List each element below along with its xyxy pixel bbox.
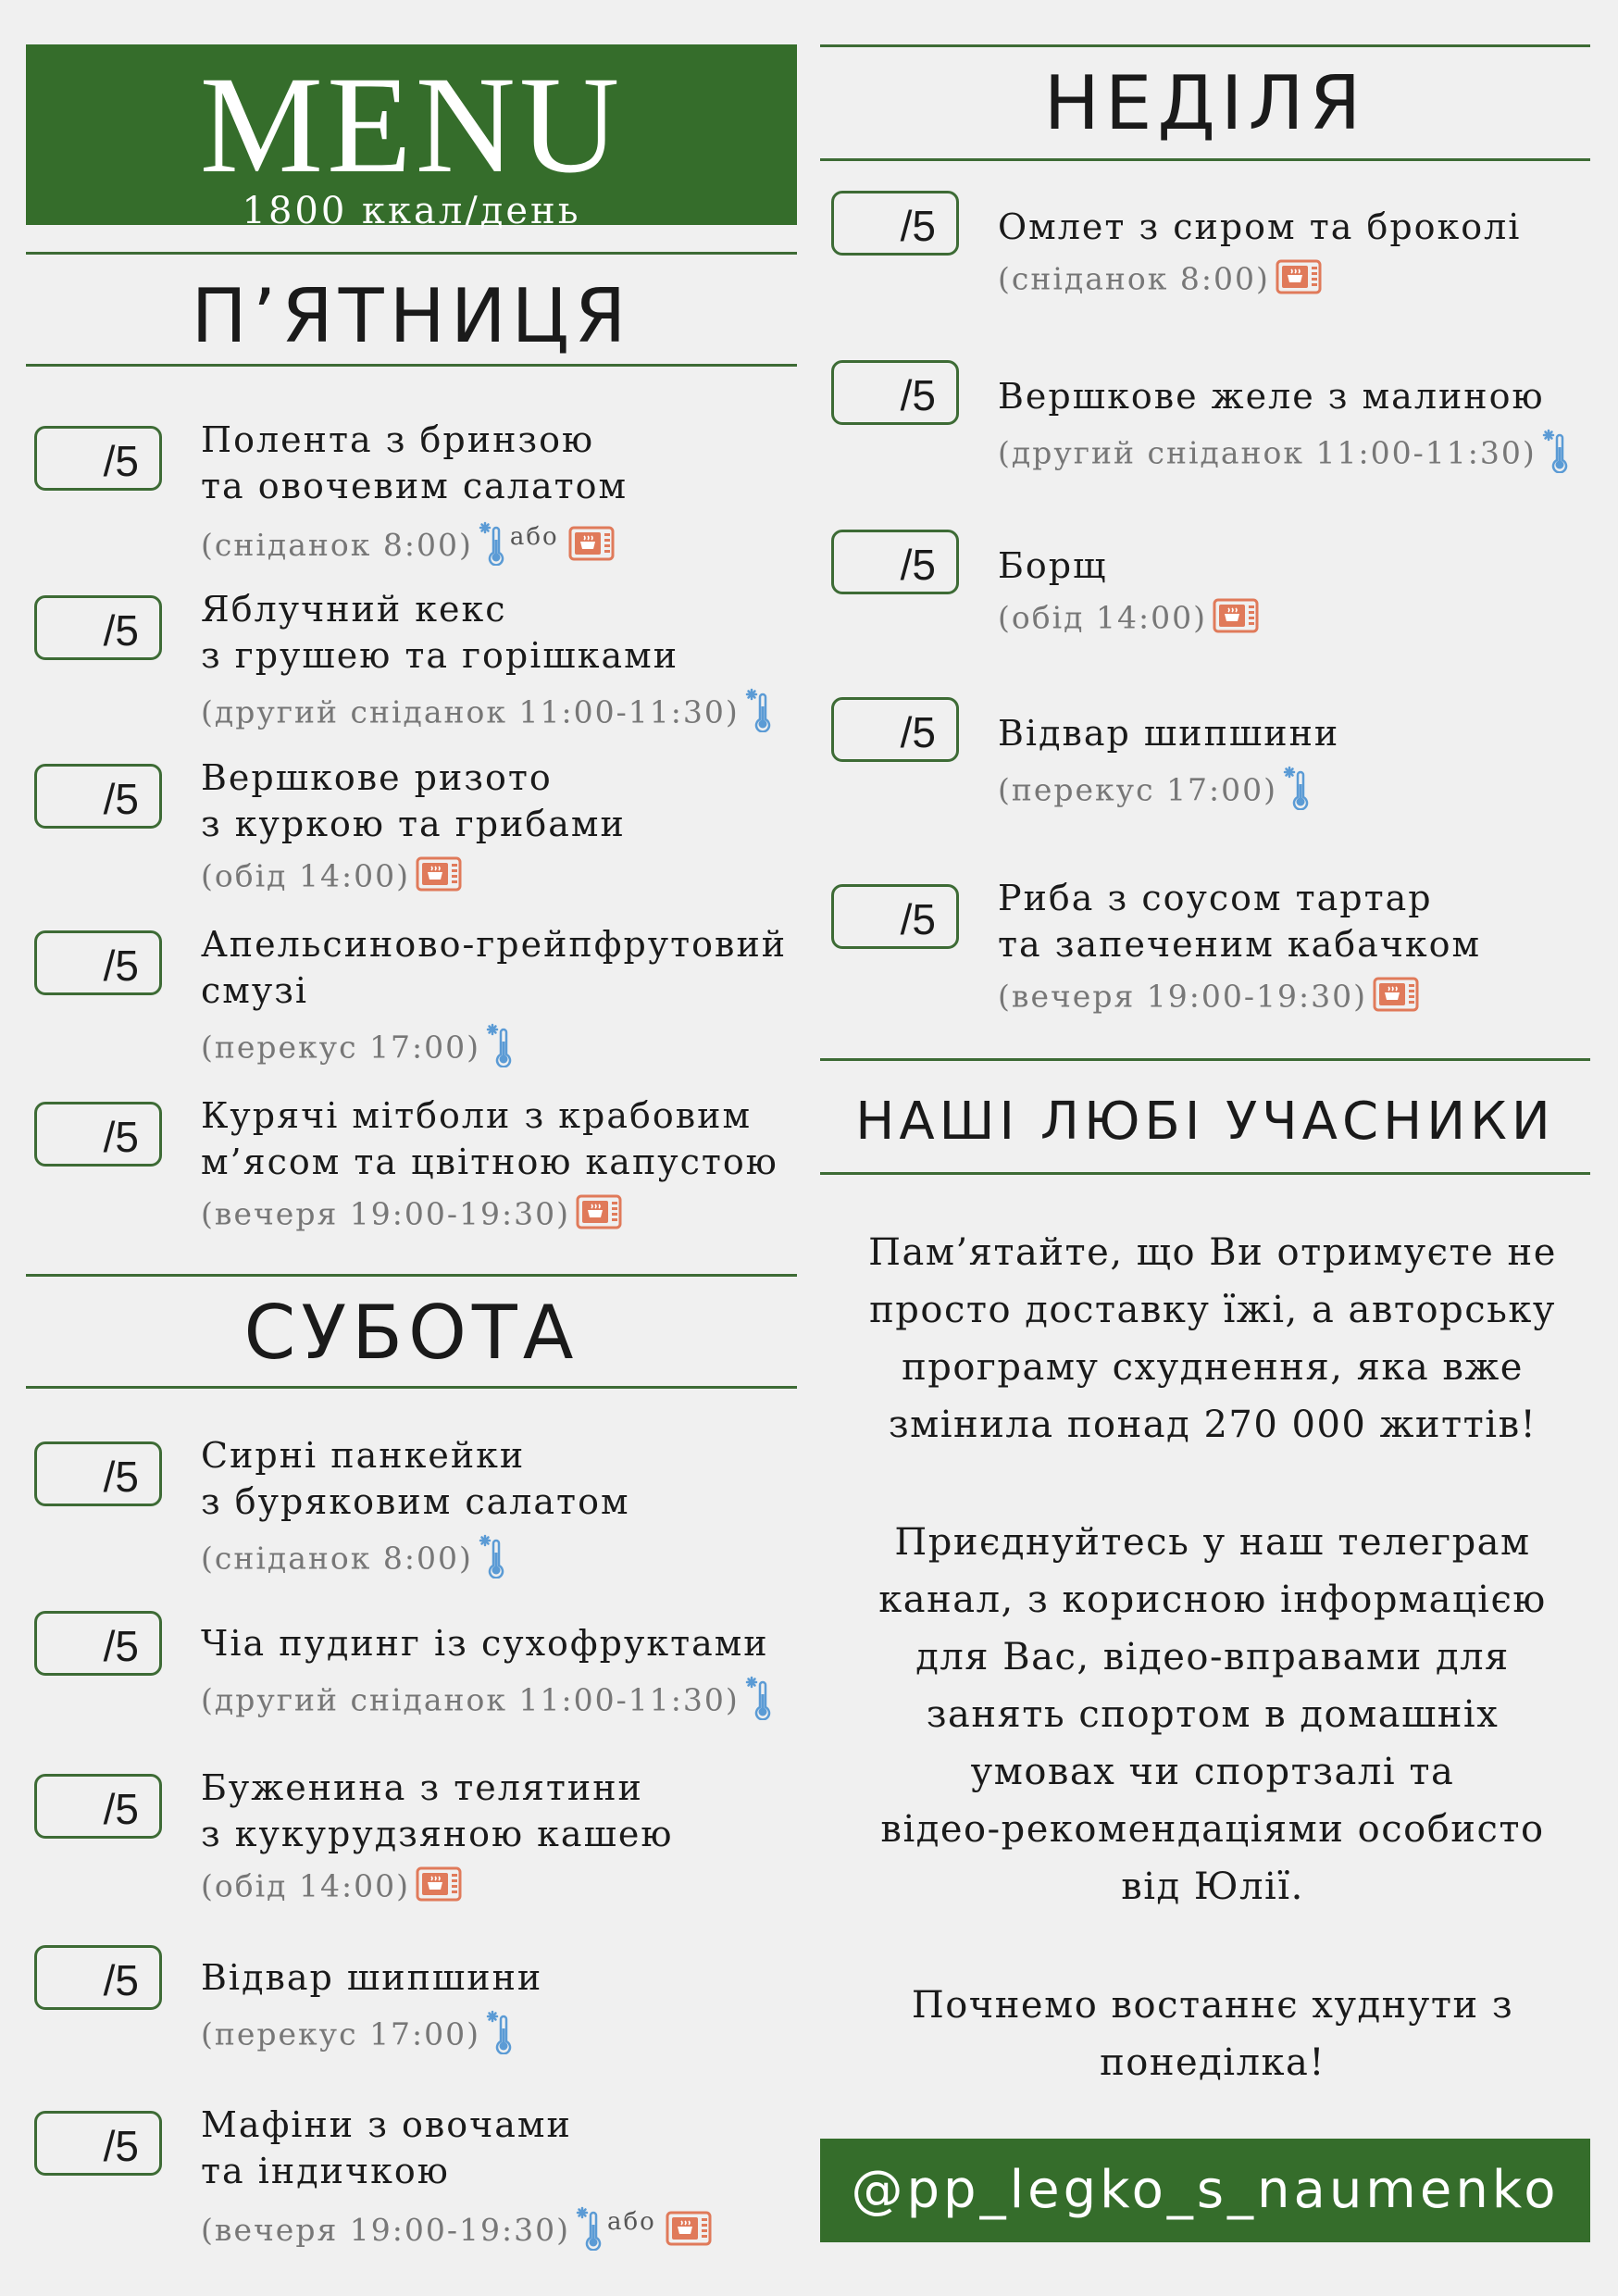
meal-name: Вершкове желе з малиною — [998, 376, 1545, 417]
rating-box[interactable]: /5 — [34, 1441, 162, 1506]
divider — [820, 1172, 1590, 1175]
meal-time: (перекус 17:00) — [201, 2010, 514, 2063]
meal-time: (другий сніданок 11:00-11:30) — [201, 688, 773, 741]
microwave-icon — [568, 526, 615, 569]
meal-time: (другий сніданок 11:00-11:30) — [201, 1676, 773, 1728]
meal-time: (вечеря 19:00-19:30) — [998, 977, 1419, 1020]
meal-time: (вечеря 19:00-19:30) — [201, 1194, 622, 1238]
info-paragraph-1: Пам’ятайте, що Ви отримуєте не просто доставку їжі, а авторську програму схуднення, яка вже змінила понад 270 000 життів! — [868, 1231, 1557, 1446]
meal-name: з куркою та грибами — [201, 804, 626, 844]
meal-name: Буженина з телятини — [201, 1767, 643, 1808]
rating-box[interactable]: /5 — [831, 884, 959, 949]
meal-name: та овочевим салатом — [201, 466, 629, 506]
meal-time: (другий сніданок 11:00-11:30) — [998, 429, 1570, 481]
divider — [820, 1058, 1590, 1061]
microwave-icon — [1213, 598, 1259, 642]
meal-time: (сніданок 8:00) — [201, 1534, 506, 1587]
meal-name: Вершкове ризото — [201, 757, 553, 798]
menu-title: MENU — [199, 48, 624, 202]
fridge-icon — [486, 1023, 514, 1076]
fridge-icon — [745, 688, 773, 741]
rating-box[interactable]: /5 — [34, 2111, 162, 2176]
microwave-icon — [576, 1194, 622, 1238]
fridge-icon — [1542, 429, 1570, 481]
meal-time: (обід 14:00) — [201, 1866, 462, 1910]
meal-name: Омлет з сиром та броколі — [998, 206, 1522, 247]
rating-box[interactable]: /5 — [831, 360, 959, 425]
info-paragraph-3: Почнемо востаннє худнути з понеділка! — [911, 1984, 1514, 2084]
or-label: або — [509, 523, 559, 551]
meal-name: Курячі мітболи з крабовим — [201, 1095, 753, 1136]
rating-box[interactable]: /5 — [34, 1102, 162, 1167]
rating-box[interactable]: /5 — [831, 697, 959, 762]
meal-name: та запеченим кабачком — [998, 924, 1482, 965]
meal-name: з буряковим салатом — [201, 1481, 630, 1522]
meal-name: м’ясом та цвітною капустою — [201, 1142, 778, 1182]
divider — [26, 1274, 797, 1277]
divider — [26, 252, 797, 255]
fridge-icon — [1283, 766, 1311, 818]
divider — [26, 364, 797, 367]
meal-time: (перекус 17:00) — [998, 766, 1311, 818]
meal-time: (сніданок 8:00) — [998, 259, 1322, 303]
divider — [26, 1386, 797, 1389]
meal-name: Полента з бринзою — [201, 419, 595, 460]
meal-time: (перекус 17:00) — [201, 1023, 514, 1076]
meal-time: (обід 14:00) — [201, 856, 462, 900]
meal-name: з грушею та горішками — [201, 635, 679, 676]
meal-time: (обід 14:00) — [998, 598, 1259, 642]
rating-box[interactable]: /5 — [34, 595, 162, 660]
rating-box[interactable]: /5 — [34, 764, 162, 829]
telegram-handle-link[interactable]: @pp_legko_s_naumenko — [820, 2139, 1590, 2242]
rating-box[interactable]: /5 — [34, 1945, 162, 2010]
microwave-icon — [416, 856, 462, 900]
meal-time: (сніданок 8:00) $^{або}$ — [201, 518, 615, 574]
rating-box[interactable]: /5 — [34, 930, 162, 995]
microwave-icon — [416, 1866, 462, 1910]
meal-name: Відвар шипшини — [201, 1957, 543, 1998]
meal-name: Апельсиново-грейпфрутовий — [201, 924, 788, 965]
fridge-icon — [479, 521, 506, 574]
day-title-friday: П’ЯТНИЦЯ — [191, 273, 632, 359]
divider — [820, 158, 1590, 161]
rating-box[interactable]: /5 — [34, 1774, 162, 1839]
microwave-icon — [666, 2211, 712, 2254]
meal-name: Відвар шипшини — [998, 713, 1340, 754]
rating-box[interactable]: /5 — [34, 1611, 162, 1676]
meal-name: Сирні панкейки — [201, 1435, 526, 1476]
calorie-subtitle: 1800 ккал/день — [242, 190, 581, 232]
or-label: або — [607, 2208, 656, 2236]
fridge-icon — [745, 1676, 773, 1728]
info-paragraph-2: Приєднуйтесь у наш телеграм канал, з корисною інформацією для Вас, відео-вправами для занять спортом в домашніх умовах чи спортзалі та відео-рекомендаціями особисто від Юлії. — [878, 1521, 1547, 1908]
meal-name: смузі — [201, 970, 309, 1011]
meal-name: Борщ — [998, 545, 1108, 586]
fridge-icon — [486, 2010, 514, 2063]
day-title-saturday: СУБОТА — [243, 1290, 579, 1376]
meal-name: Яблучний кекс — [201, 589, 507, 630]
meal-time: (вечеря 19:00-19:30) $^{або}$ — [201, 2203, 712, 2259]
fridge-icon — [479, 1534, 506, 1587]
meal-name: Мафіни з овочами — [201, 2104, 572, 2145]
meal-name: Чіа пудинг із сухофруктами — [201, 1623, 769, 1664]
rating-box[interactable]: /5 — [34, 426, 162, 491]
microwave-icon — [1276, 259, 1322, 303]
menu-header — [26, 44, 797, 232]
meal-name: з кукурудзяною кашею — [201, 1814, 674, 1854]
day-title-sunday: НЕДІЛЯ — [1043, 60, 1367, 146]
rating-box[interactable]: /5 — [831, 530, 959, 594]
fridge-icon — [576, 2206, 604, 2259]
rating-box[interactable]: /5 — [831, 191, 959, 256]
meal-name: та індичкою — [201, 2151, 450, 2191]
members-title: НАШІ ЛЮБІ УЧАСНИКИ — [855, 1092, 1555, 1152]
divider — [820, 44, 1590, 47]
meal-name: Риба з соусом тартар — [998, 878, 1433, 918]
microwave-icon — [1373, 977, 1419, 1020]
